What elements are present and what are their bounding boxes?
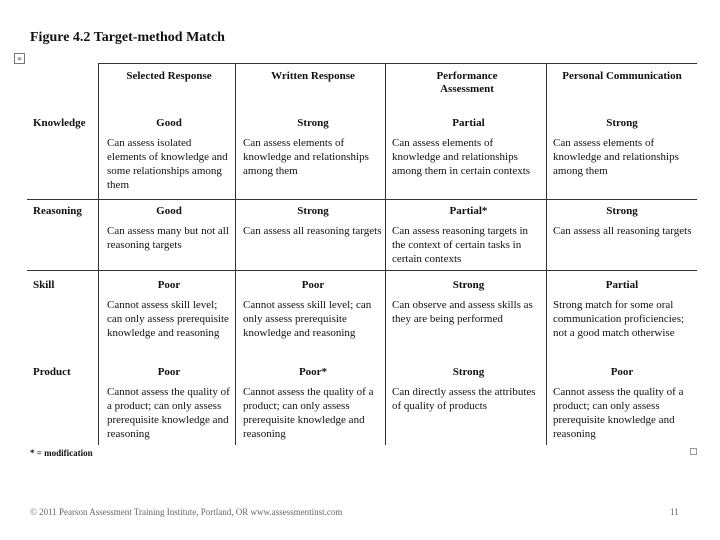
description-cell: Can assess elements of knowledge and relationships among them bbox=[243, 137, 369, 177]
rating-cell: Good bbox=[156, 117, 182, 129]
description-cell: Cannot assess the quality of a product; can only assess prerequisite knowledge and reasoning bbox=[107, 386, 230, 440]
column-header: Written Response bbox=[271, 70, 355, 82]
row-label: Reasoning bbox=[33, 205, 82, 217]
copyright-footer: © 2011 Pearson Assessment Training Institute, Portland, OR www.assessmentinst.com bbox=[30, 507, 343, 517]
rating-cell: Strong bbox=[606, 117, 638, 129]
rating-cell: Poor bbox=[157, 366, 181, 378]
row-divider bbox=[27, 199, 697, 200]
description-cell: Cannot assess skill level; can only assess prerequisite knowledge and reasoning bbox=[107, 299, 229, 339]
description-cell: Can assess all reasoning targets bbox=[243, 225, 382, 237]
description-cell: Can assess all reasoning targets bbox=[553, 225, 692, 237]
expand-icon[interactable]: » bbox=[14, 53, 25, 64]
rating-cell: Partial* bbox=[449, 205, 488, 217]
rating-cell: Good bbox=[156, 205, 182, 217]
target-method-table bbox=[27, 63, 697, 445]
row-label: Product bbox=[33, 366, 71, 378]
description-cell: Can directly assess the attributes of quality of products bbox=[392, 386, 536, 412]
rating-cell: Poor bbox=[301, 279, 325, 291]
footnote: * = modification bbox=[30, 448, 93, 458]
row-label: Knowledge bbox=[33, 117, 86, 129]
row-divider bbox=[27, 270, 697, 271]
rating-cell: Strong bbox=[452, 279, 485, 291]
rating-cell: Poor bbox=[610, 366, 634, 378]
rating-cell: Strong bbox=[297, 117, 329, 129]
column-divider bbox=[235, 63, 236, 445]
rating-cell: Strong bbox=[452, 366, 485, 378]
description-cell: Cannot assess skill level; can only assess prerequisite knowledge and reasoning bbox=[243, 299, 372, 339]
rating-cell: Partial bbox=[605, 279, 639, 291]
description-cell: Cannot assess the quality of a product; can only assess prerequisite knowledge and reasoning bbox=[243, 386, 374, 440]
resize-handle[interactable] bbox=[690, 448, 697, 455]
column-divider bbox=[546, 63, 547, 445]
rating-cell: Partial bbox=[452, 117, 485, 129]
description-cell: Can observe and assess skills as they are being performed bbox=[392, 299, 533, 325]
page-number: 11 bbox=[670, 507, 679, 517]
column-divider bbox=[385, 63, 386, 445]
rating-cell: Poor bbox=[157, 279, 181, 291]
description-cell: Can assess many but not all reasoning targets bbox=[107, 225, 229, 251]
column-header: Selected Response bbox=[126, 70, 212, 82]
column-header: Performance Assessment bbox=[436, 70, 498, 95]
description-cell: Can assess isolated elements of knowledge and some relationships among them bbox=[107, 137, 228, 191]
description-cell: Can assess reasoning targets in the context of certain tasks in certain contexts bbox=[392, 225, 529, 265]
row-label: Skill bbox=[33, 279, 55, 291]
column-header: Personal Communication bbox=[562, 70, 682, 82]
row-divider bbox=[98, 63, 697, 64]
rating-cell: Poor* bbox=[298, 366, 328, 378]
rating-cell: Strong bbox=[606, 205, 638, 217]
page-title: Figure 4.2 Target-method Match bbox=[30, 30, 225, 45]
column-divider bbox=[98, 63, 99, 445]
description-cell: Can assess elements of knowledge and relationships among them in certain contexts bbox=[392, 137, 531, 177]
rating-cell: Strong bbox=[297, 205, 329, 217]
description-cell: Strong match for some oral communication proficiencies; not a good match otherwise bbox=[553, 299, 685, 339]
description-cell: Cannot assess the quality of a product; can only assess prerequisite knowledge and reasoning bbox=[553, 386, 684, 440]
description-cell: Can assess elements of knowledge and relationships among them bbox=[553, 137, 679, 177]
